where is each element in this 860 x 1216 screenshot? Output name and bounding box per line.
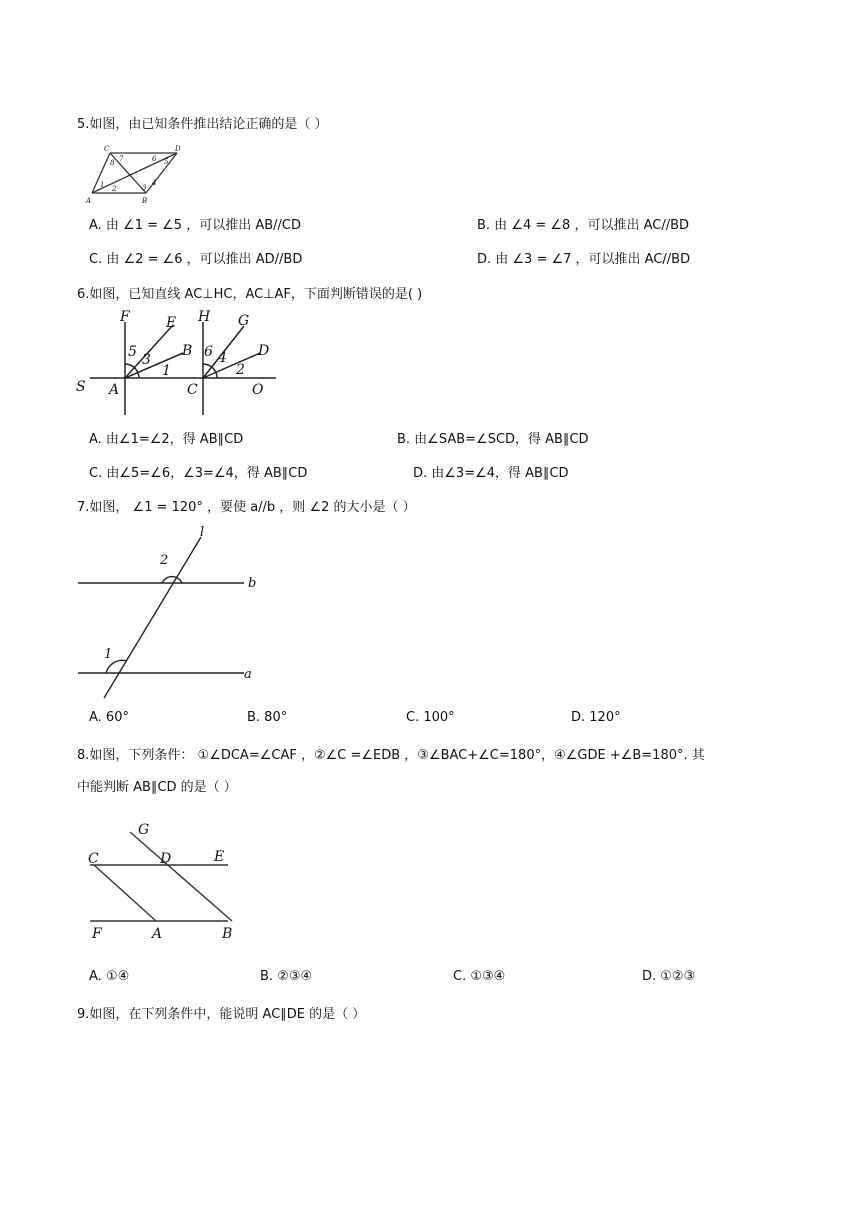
question-8-figure: [86, 818, 246, 942]
q5-label-7: 7: [119, 155, 124, 163]
q8-label-F: F: [92, 926, 102, 942]
q5-label-A: A: [86, 197, 92, 205]
q8-label-D: D: [160, 851, 172, 867]
q5-label-6: 6: [152, 155, 157, 163]
q7-label-a: a: [244, 667, 252, 682]
question-8-stem-line-1: 8.如图，下列条件： ①∠DCA=∠CAF ，②∠C =∠EDB ，③∠BAC+∠C=180°，④∠GDE +∠B=180°. 其: [77, 748, 705, 763]
q6-label-G: G: [238, 313, 250, 329]
q7-option-a: A. 60°: [89, 710, 129, 725]
q6-label-D: D: [258, 343, 270, 359]
q5-label-2: 2: [112, 185, 117, 193]
q8-option-d: D. ①②③: [642, 969, 696, 984]
q6-label-S: S: [76, 379, 86, 395]
q6-label-O: O: [252, 382, 264, 398]
q7-label-b: b: [248, 576, 257, 591]
q6-label-A: A: [109, 382, 120, 398]
q8-label-A: A: [152, 926, 163, 942]
q6-label-2: 2: [236, 362, 245, 378]
q6-label-5: 5: [128, 344, 137, 360]
q8-option-b: B. ②③④: [260, 969, 313, 984]
q5-option-c: C. 由 ∠2 = ∠6 ，可以推出 AD//BD: [89, 252, 303, 267]
q6-option-d: D. 由∠3=∠4，得 AB∥CD: [413, 466, 569, 481]
question-5-figure: [86, 143, 186, 205]
q7-option-d: D. 120°: [571, 710, 621, 725]
q5-label-B: B: [142, 197, 148, 205]
q5-option-a: A. 由 ∠1 = ∠5 ，可以推出 AB//CD: [89, 218, 301, 233]
question-8-stem-line-2: 中能判断 AB∥CD 的是（ ）: [77, 780, 237, 795]
q6-label-1: 1: [162, 363, 171, 379]
q5-label-C: C: [104, 145, 110, 153]
question-6-figure: [76, 305, 276, 415]
q6-label-4: 4: [218, 350, 227, 366]
q7-label-2: 2: [160, 553, 169, 568]
q6-option-c: C. 由∠5=∠6，∠3=∠4，得 AB∥CD: [89, 466, 308, 481]
q8-label-E: E: [214, 849, 225, 865]
q5-label-5: 5: [164, 158, 169, 166]
q8-label-C: C: [88, 851, 99, 867]
q5-label-D: D: [175, 145, 181, 153]
q6-option-a: A. 由∠1=∠2，得 AB∥CD: [89, 432, 244, 447]
q7-option-c: C. 100°: [406, 710, 455, 725]
q6-label-C: C: [187, 382, 198, 398]
q5-option-b: B. 由 ∠4 = ∠8 ，可以推出 AC//BD: [477, 218, 690, 233]
q6-label-E: E: [166, 315, 177, 331]
q5-label-3: 3: [142, 184, 147, 192]
q6-option-b: B. 由∠SAB=∠SCD，得 AB∥CD: [397, 432, 589, 447]
q5-label-1: 1: [100, 181, 105, 189]
q7-label-l: l: [200, 525, 205, 540]
q6-label-6: 6: [204, 344, 213, 360]
question-9-stem: 9.如图，在下列条件中，能说明 AC∥DE 的是（ ）: [77, 1007, 366, 1022]
q6-label-F: F: [120, 309, 130, 325]
q7-option-b: B. 80°: [247, 710, 288, 725]
q8-label-B: B: [222, 926, 233, 942]
question-5-stem: 5.如图，由已知条件推出结论正确的是（ ）: [77, 117, 328, 132]
q8-option-a: A. ①④: [89, 969, 130, 984]
q8-option-c: C. ①③④: [453, 969, 506, 984]
q8-label-G: G: [138, 822, 150, 838]
q6-label-H: H: [198, 309, 211, 325]
q6-label-3: 3: [142, 352, 151, 368]
question-7-stem: 7.如图， ∠1 = 120° ，要使 a//b ，则 ∠2 的大小是（ ）: [77, 500, 416, 515]
q7-label-1: 1: [104, 647, 113, 662]
q5-option-d: D. 由 ∠3 = ∠7 ，可以推出 AC//BD: [477, 252, 691, 267]
q5-label-8: 8: [110, 159, 115, 167]
q6-label-B: B: [182, 343, 193, 359]
question-7-figure: [76, 522, 266, 700]
question-6-stem: 6.如图，已知直线 AC⊥HC，AC⊥AF，下面判断错误的是( ): [77, 287, 423, 302]
q5-label-4: 4: [152, 179, 157, 187]
